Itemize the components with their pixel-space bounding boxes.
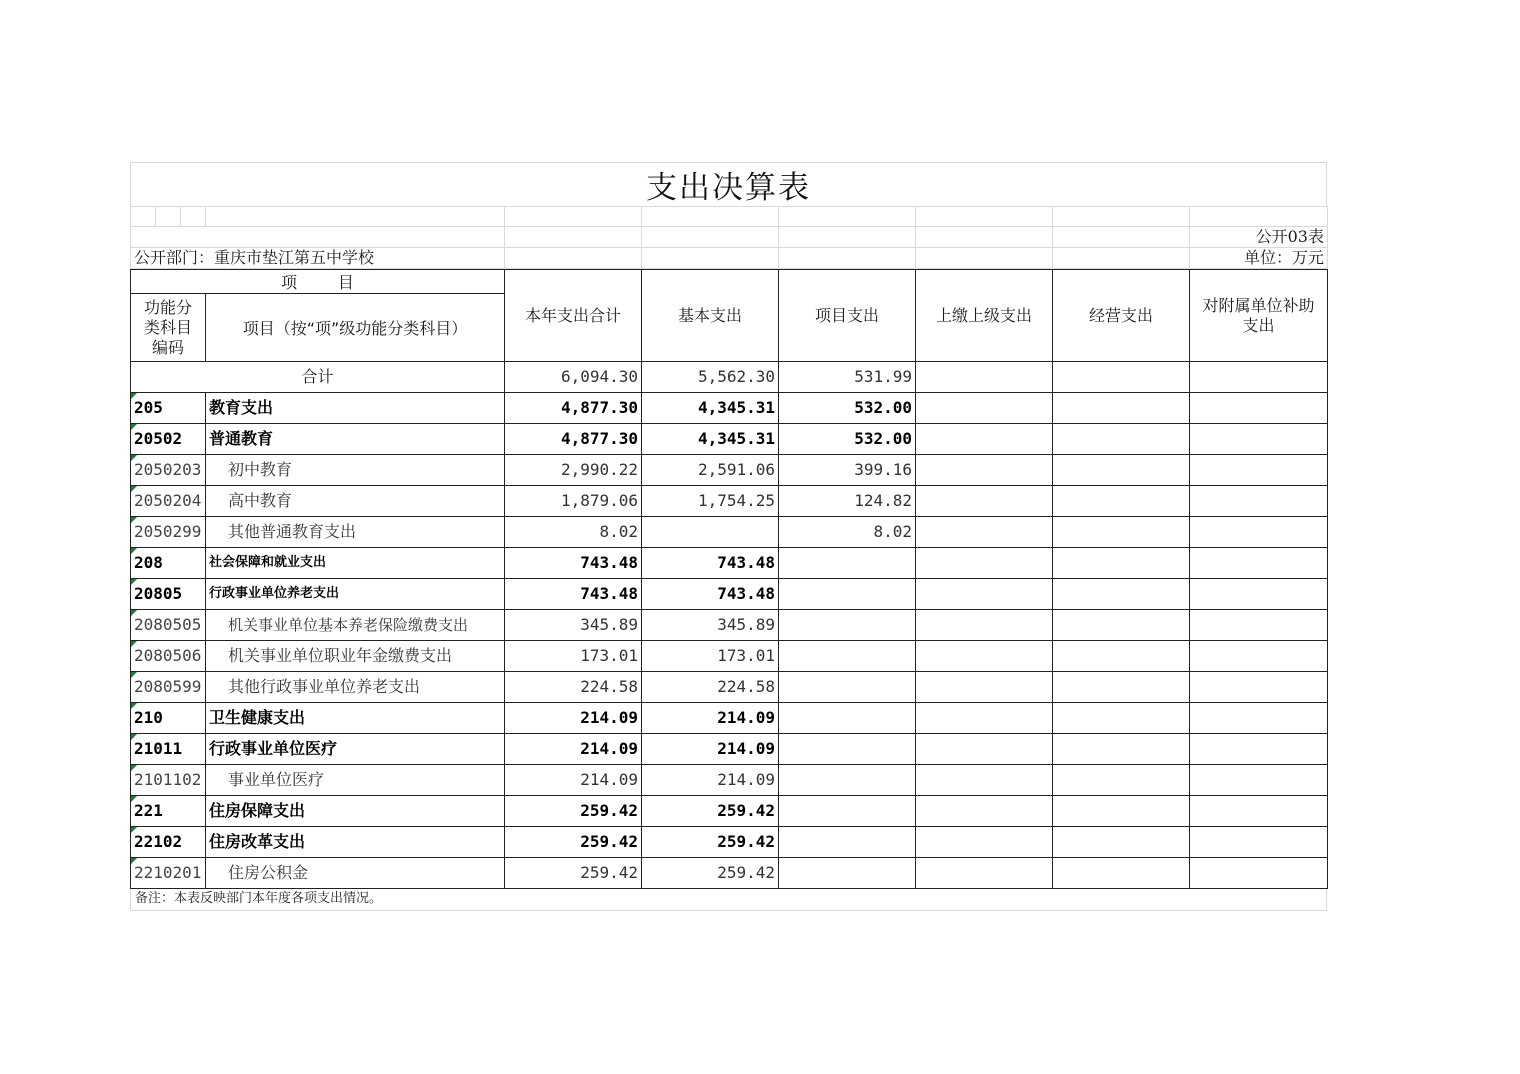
spacer-row	[131, 207, 1328, 227]
form-number: 公开03表	[1190, 227, 1328, 248]
totals-total: 6,094.30	[505, 362, 642, 393]
row-total: 8.02	[505, 517, 642, 548]
row-name: 事业单位医疗	[206, 765, 505, 796]
table-row	[131, 858, 1328, 889]
row-basic: 214.09	[642, 703, 779, 734]
totals-label: 合计	[131, 362, 505, 393]
row-basic: 2,591.06	[642, 455, 779, 486]
row-basic: 224.58	[642, 672, 779, 703]
row-basic: 259.42	[642, 858, 779, 889]
totals-basic: 5,562.30	[642, 362, 779, 393]
table-row	[131, 393, 1328, 424]
row-basic: 4,345.31	[642, 424, 779, 455]
row-basic	[642, 517, 779, 548]
row-name: 住房改革支出	[206, 827, 505, 858]
row-code: 20502	[131, 424, 206, 455]
header-row-1	[131, 270, 1328, 294]
row-code: 208	[131, 548, 206, 579]
table-row	[131, 796, 1328, 827]
row-code: 2210201	[131, 858, 206, 889]
table-row	[131, 424, 1328, 455]
row-project	[779, 579, 916, 610]
row-code: 22102	[131, 827, 206, 858]
table-row	[131, 579, 1328, 610]
row-code: 210	[131, 703, 206, 734]
row-name: 机关事业单位基本养老保险缴费支出	[206, 610, 505, 641]
row-name: 普通教育	[206, 424, 505, 455]
row-basic: 173.01	[642, 641, 779, 672]
row-project: 399.16	[779, 455, 916, 486]
row-project: 124.82	[779, 486, 916, 517]
row-total: 345.89	[505, 610, 642, 641]
department-label: 公开部门：重庆市垫江第五中学校	[131, 248, 505, 269]
row-name: 高中教育	[206, 486, 505, 517]
table-row	[131, 765, 1328, 796]
table-row	[131, 548, 1328, 579]
expenditure-sheet	[130, 162, 1327, 911]
row-basic: 743.48	[642, 579, 779, 610]
header-code: 功能分类科目编码	[131, 294, 206, 362]
table-row	[131, 610, 1328, 641]
header-total: 本年支出合计	[505, 270, 642, 362]
table-row	[131, 734, 1328, 765]
row-basic: 259.42	[642, 796, 779, 827]
table-row	[131, 517, 1328, 548]
row-project	[779, 703, 916, 734]
row-code: 205	[131, 393, 206, 424]
row-name: 教育支出	[206, 393, 505, 424]
table-row	[131, 672, 1328, 703]
row-project	[779, 765, 916, 796]
row-code: 20805	[131, 579, 206, 610]
row-name: 初中教育	[206, 455, 505, 486]
row-name: 社会保障和就业支出	[206, 548, 505, 579]
row-project	[779, 672, 916, 703]
footnote: 备注：本表反映部门本年度各项支出情况。	[130, 889, 1327, 911]
row-project	[779, 796, 916, 827]
expenditure-table	[130, 269, 1328, 889]
table-row	[131, 703, 1328, 734]
row-project	[779, 858, 916, 889]
row-code: 2050299	[131, 517, 206, 548]
data-rows	[131, 393, 1328, 889]
row-project	[779, 734, 916, 765]
sheet-title: 支出决算表	[130, 162, 1327, 206]
row-project: 532.00	[779, 393, 916, 424]
row-code: 2050204	[131, 486, 206, 517]
header-upper: 上缴上级支出	[916, 270, 1053, 362]
row-basic: 743.48	[642, 548, 779, 579]
row-total: 214.09	[505, 734, 642, 765]
row-total: 214.09	[505, 765, 642, 796]
table-row	[131, 827, 1328, 858]
row-code: 21011	[131, 734, 206, 765]
row-project	[779, 827, 916, 858]
row-code: 2050203	[131, 455, 206, 486]
row-name: 其他普通教育支出	[206, 517, 505, 548]
row-total: 259.42	[505, 796, 642, 827]
row-total: 173.01	[505, 641, 642, 672]
header-project: 项目支出	[779, 270, 916, 362]
totals-project: 531.99	[779, 362, 916, 393]
row-code: 2080505	[131, 610, 206, 641]
row-project	[779, 548, 916, 579]
row-name: 行政事业单位医疗	[206, 734, 505, 765]
row-name: 住房保障支出	[206, 796, 505, 827]
table-row	[131, 455, 1328, 486]
row-total: 4,877.30	[505, 424, 642, 455]
header-basic: 基本支出	[642, 270, 779, 362]
form-number-row	[131, 227, 1328, 248]
row-project: 8.02	[779, 517, 916, 548]
header-business: 经营支出	[1053, 270, 1190, 362]
row-project: 532.00	[779, 424, 916, 455]
row-total: 259.42	[505, 858, 642, 889]
row-basic: 214.09	[642, 734, 779, 765]
row-total: 214.09	[505, 703, 642, 734]
row-basic: 214.09	[642, 765, 779, 796]
row-total: 743.48	[505, 548, 642, 579]
row-total: 259.42	[505, 827, 642, 858]
row-total: 224.58	[505, 672, 642, 703]
dept-row	[131, 248, 1328, 269]
row-total: 4,877.30	[505, 393, 642, 424]
row-code: 2101102	[131, 765, 206, 796]
unit-label: 单位：万元	[1190, 248, 1328, 269]
header-subsidiary: 对附属单位补助支出	[1190, 270, 1328, 362]
row-basic: 1,754.25	[642, 486, 779, 517]
row-total: 2,990.22	[505, 455, 642, 486]
row-basic: 345.89	[642, 610, 779, 641]
spacer-grid	[130, 206, 1328, 269]
row-name: 住房公积金	[206, 858, 505, 889]
table-row	[131, 641, 1328, 672]
row-name: 其他行政事业单位养老支出	[206, 672, 505, 703]
row-name: 机关事业单位职业年金缴费支出	[206, 641, 505, 672]
row-name: 卫生健康支出	[206, 703, 505, 734]
row-total: 743.48	[505, 579, 642, 610]
row-code: 221	[131, 796, 206, 827]
row-total: 1,879.06	[505, 486, 642, 517]
totals-row	[131, 362, 1328, 393]
header-item-group: 项 目	[131, 270, 505, 294]
row-project	[779, 641, 916, 672]
row-basic: 259.42	[642, 827, 779, 858]
row-basic: 4,345.31	[642, 393, 779, 424]
table-row	[131, 486, 1328, 517]
header-name: 项目（按“项”级功能分类科目）	[206, 294, 505, 362]
row-code: 2080506	[131, 641, 206, 672]
row-code: 2080599	[131, 672, 206, 703]
row-project	[779, 610, 916, 641]
row-name: 行政事业单位养老支出	[206, 579, 505, 610]
